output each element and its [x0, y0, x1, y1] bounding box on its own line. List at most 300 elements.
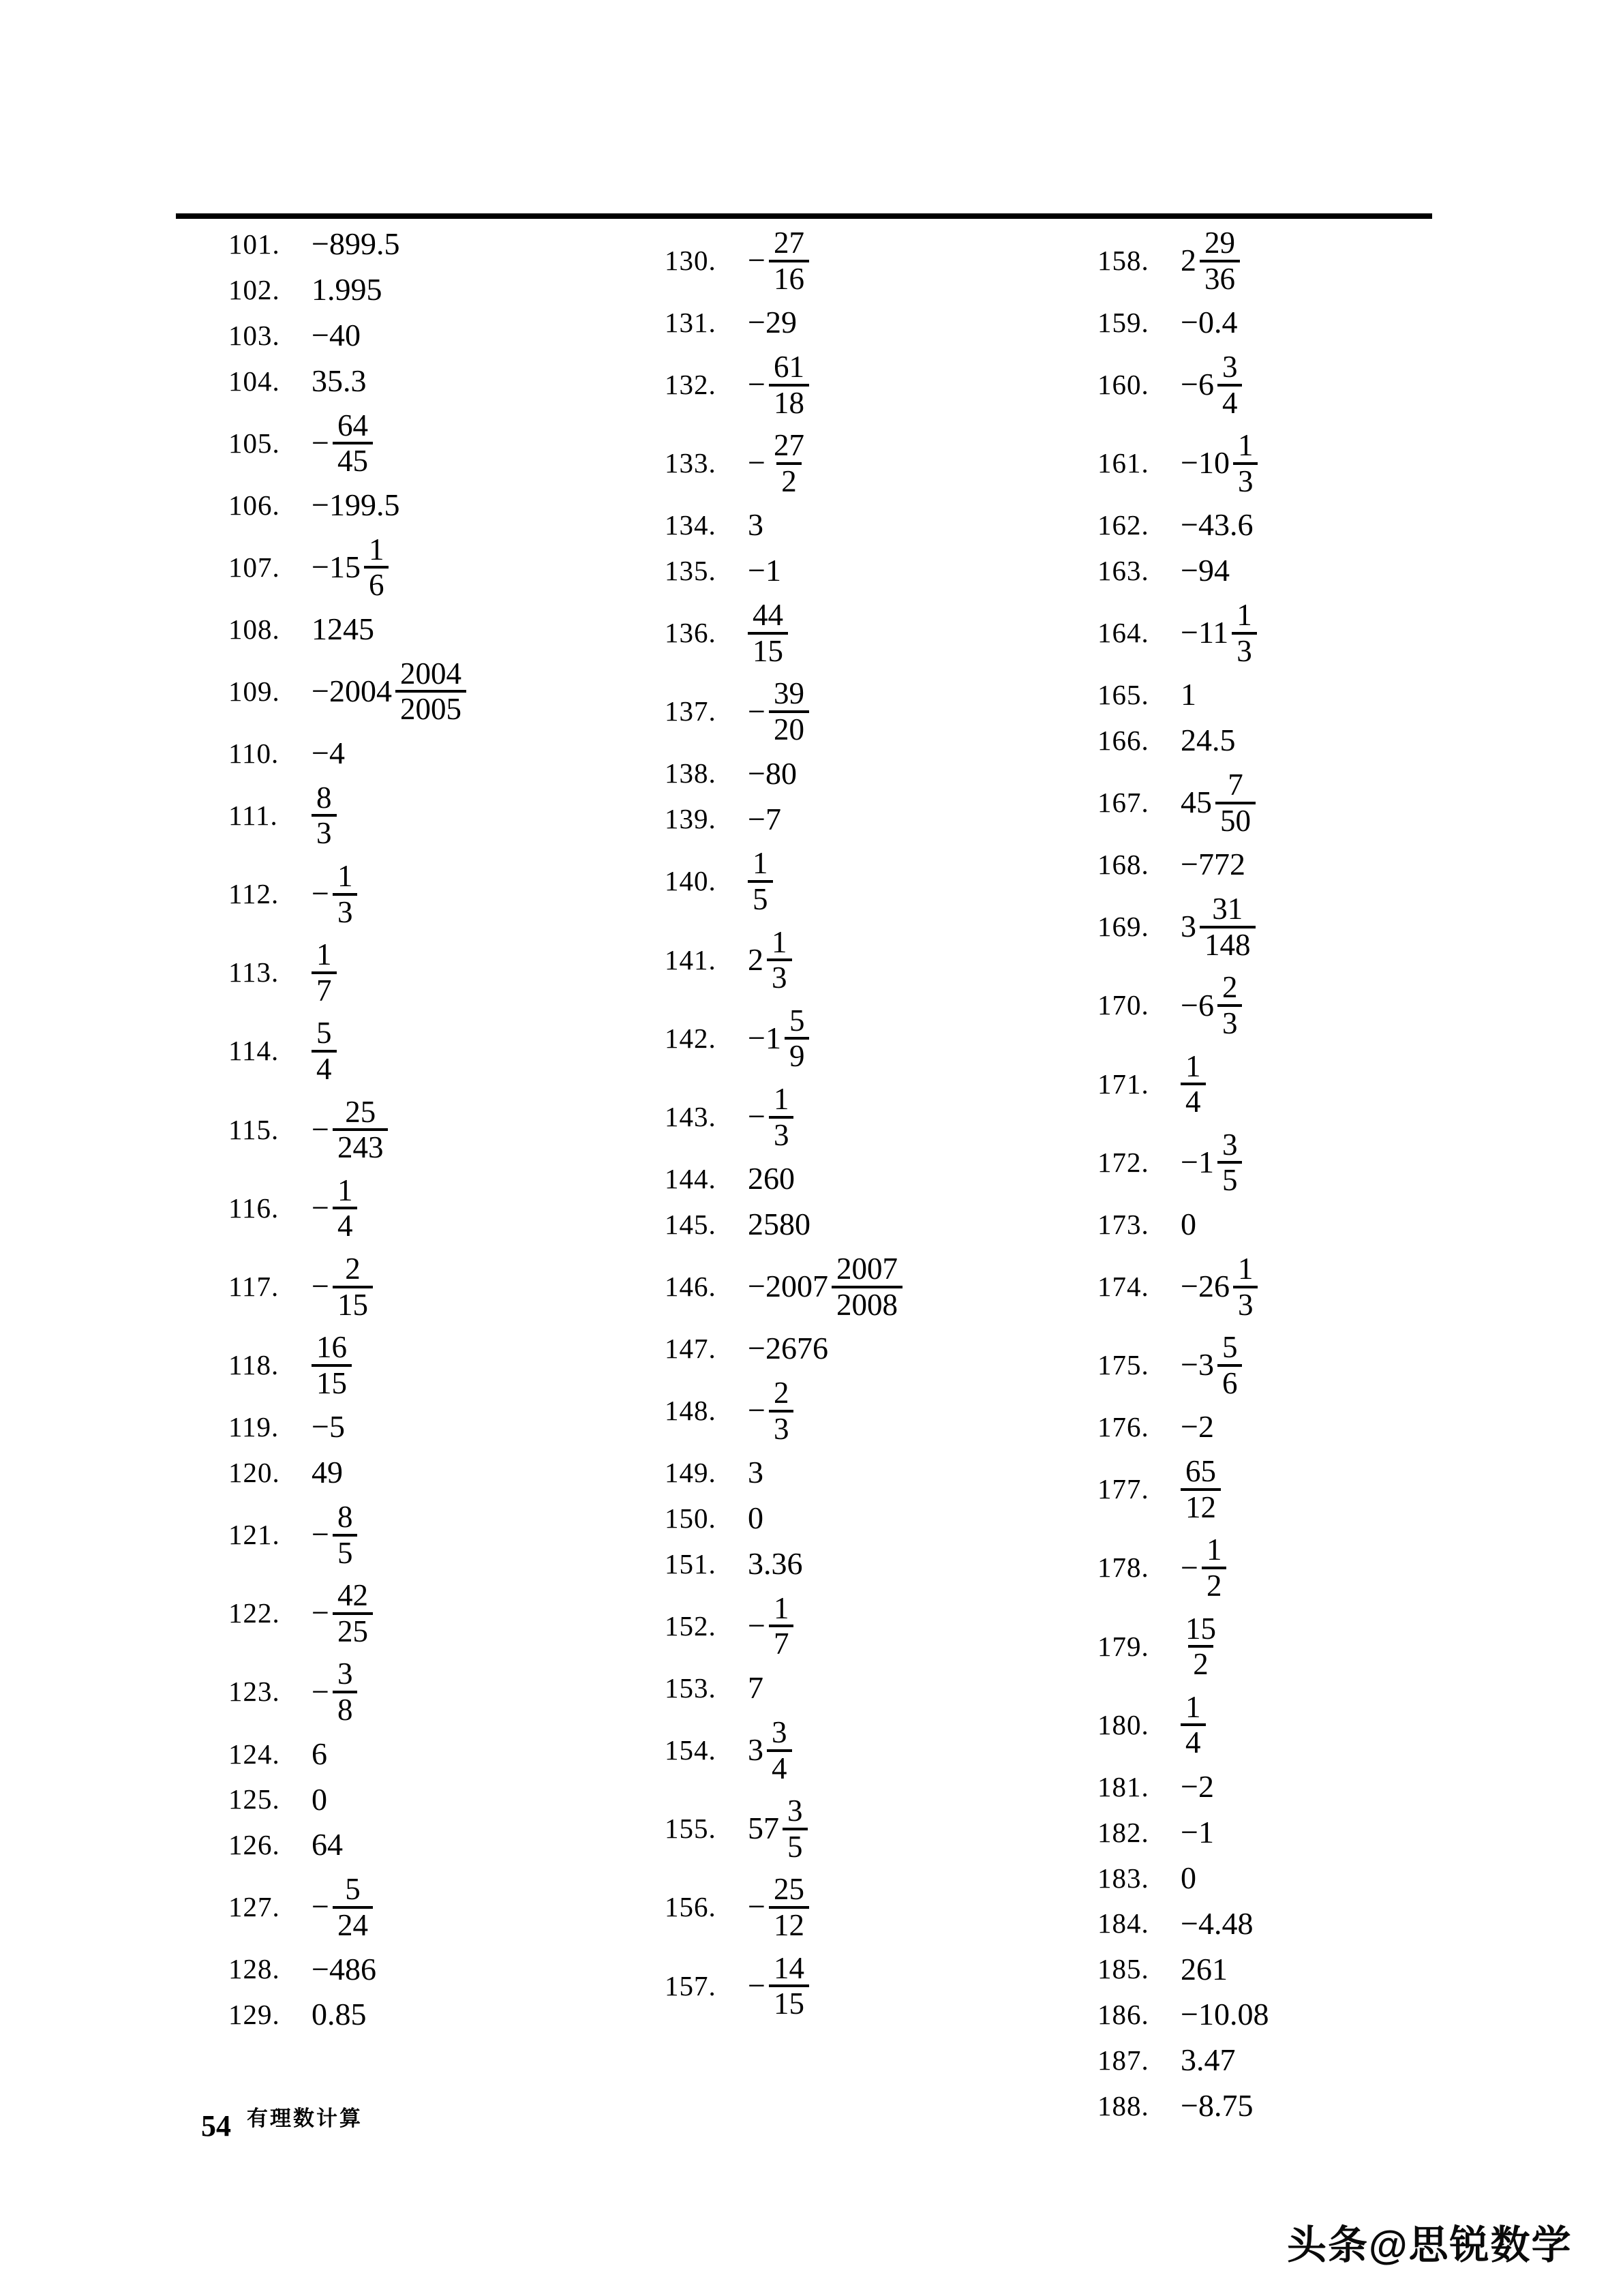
answer-value-text: 260: [748, 1161, 795, 1196]
answer-item: [665, 1161, 1087, 1197]
fraction-denominator: 5: [1217, 1161, 1243, 1197]
answer-value-text: −29: [748, 305, 797, 340]
answer-number: 146.: [665, 1270, 716, 1302]
answer-number: 144.: [665, 1163, 716, 1195]
answer-item: [1097, 1455, 1520, 1524]
answer-value-text: 3: [748, 1732, 763, 1768]
answer-value: [1181, 1331, 1242, 1400]
answer-value-text: −0.4: [1181, 305, 1238, 340]
answer-value: [748, 1252, 902, 1321]
answer-value-text: −: [1181, 1550, 1198, 1585]
answer-value: [748, 1952, 809, 2021]
answer-item: [228, 1252, 651, 1321]
answer-number: 173.: [1097, 1208, 1149, 1240]
answer-number: 152.: [665, 1610, 716, 1642]
fraction-denominator: 243: [333, 1128, 389, 1164]
answer-value: [312, 860, 357, 928]
footer-section-label: 有理数计算: [247, 2106, 363, 2130]
answer-number: 119.: [228, 1411, 279, 1443]
fraction: [333, 1174, 358, 1243]
answer-value: [312, 272, 386, 308]
answer-value: [1181, 226, 1240, 295]
fraction: [1232, 599, 1257, 667]
answer-value: [312, 1873, 373, 1942]
fraction-numerator: 1: [753, 846, 768, 881]
answer-value-text: −7: [748, 801, 781, 836]
answer-number: 177.: [1097, 1473, 1149, 1505]
answer-value: [1181, 677, 1200, 713]
fraction-numerator: 2007: [836, 1251, 898, 1286]
fraction-numerator: 1: [773, 1590, 789, 1625]
fraction: [748, 599, 788, 667]
answer-number: 143.: [665, 1100, 716, 1132]
answer-item: [1097, 677, 1520, 713]
fraction-numerator: 2004: [399, 656, 461, 691]
answer-value-text: 7: [748, 1670, 763, 1706]
answer-number: 129.: [228, 1999, 280, 2031]
answer-value-text: −8.75: [1181, 2088, 1254, 2124]
fraction-denominator: 25: [333, 1612, 373, 1648]
answer-value-text: 0: [1181, 1860, 1196, 1895]
answer-value-text: 261: [1181, 1951, 1228, 1987]
answer-item: [228, 1500, 651, 1569]
answer-item: [228, 1174, 651, 1243]
answer-value-text: 2: [748, 941, 763, 977]
answer-value-text: −772: [1181, 847, 1245, 882]
fraction-numerator: 15: [1185, 1611, 1216, 1646]
fraction-numerator: 1: [1237, 1251, 1254, 1286]
answer-item: [1097, 1691, 1520, 1759]
answer-number: 186.: [1097, 1999, 1149, 2031]
answer-number: 138.: [665, 757, 716, 789]
answer-value: [312, 1500, 357, 1569]
answer-item: [665, 553, 1087, 589]
answer-item: [1097, 1207, 1520, 1243]
answer-value: [1181, 1207, 1200, 1243]
fraction: [769, 350, 809, 419]
answer-number: 131.: [665, 307, 716, 339]
answer-value-text: −11: [1181, 615, 1229, 650]
answer-number: 109.: [228, 675, 280, 707]
answer-value: [1181, 599, 1257, 667]
answer-number: 104.: [228, 365, 280, 397]
fraction: [333, 409, 373, 478]
fraction: [769, 1592, 794, 1661]
answer-value: [1181, 1050, 1206, 1119]
answer-value: [748, 1207, 814, 1243]
answer-value: [312, 533, 389, 602]
fraction-numerator: 1: [1206, 1532, 1222, 1567]
fraction: [769, 226, 809, 295]
fraction: [333, 1096, 389, 1164]
answer-value: [312, 938, 337, 1007]
answer-item: [228, 533, 651, 602]
answer-value: [1181, 971, 1242, 1040]
answer-item: [665, 1252, 1087, 1321]
fraction: [1200, 226, 1240, 295]
answer-number: 115.: [228, 1113, 279, 1145]
answer-number: 117.: [228, 1270, 279, 1302]
answer-item: [228, 781, 651, 850]
answer-number: 118.: [228, 1349, 279, 1381]
answer-value-text: 1.995: [312, 271, 382, 307]
answer-number: 135.: [665, 555, 716, 587]
answer-value: [1181, 892, 1256, 961]
answer-value-text: −: [748, 693, 765, 729]
fraction: [333, 1657, 358, 1726]
answer-value: [748, 350, 809, 419]
answer-item: [228, 1736, 651, 1772]
answer-value: [748, 1083, 793, 1151]
answer-item: [1097, 1952, 1520, 1988]
fraction: [1181, 1691, 1206, 1759]
fraction-denominator: 5: [783, 1828, 808, 1864]
fraction-denominator: 3: [1217, 1004, 1243, 1040]
fraction-numerator: 42: [337, 1578, 368, 1613]
fraction-numerator: 1: [772, 924, 787, 959]
answer-number: 132.: [665, 369, 716, 401]
answer-number: 153.: [665, 1672, 716, 1704]
answer-value-text: 0: [1181, 1207, 1196, 1242]
answer-number: 160.: [1097, 369, 1149, 401]
answer-value-text: −10.08: [1181, 1997, 1269, 2032]
answer-value-text: −: [312, 425, 329, 460]
answer-value-text: −5: [312, 1409, 345, 1445]
answer-value-text: 6: [312, 1736, 327, 1771]
answer-number: 174.: [1097, 1270, 1149, 1302]
answer-value-text: −: [312, 1674, 329, 1709]
answer-item: [665, 1207, 1087, 1243]
fraction-numerator: 29: [1204, 226, 1235, 260]
fraction: [333, 1252, 373, 1321]
answer-item: [1097, 847, 1520, 883]
answer-value: [1181, 429, 1258, 498]
answer-value: [1181, 553, 1233, 589]
answer-value: [312, 1782, 331, 1818]
fraction: [312, 1331, 352, 1400]
answer-value-text: −899.5: [312, 226, 400, 261]
answer-number: 187.: [1097, 2044, 1149, 2076]
answer-item: [665, 599, 1087, 667]
answer-number: 120.: [228, 1457, 280, 1489]
fraction-numerator: 5: [1222, 1330, 1238, 1365]
answer-value-text: −4.48: [1181, 1905, 1254, 1941]
answer-number: 182.: [1097, 1816, 1149, 1848]
answer-item: [665, 1455, 1087, 1491]
fraction-denominator: 148: [1200, 926, 1256, 962]
answer-value: [312, 611, 378, 648]
answer-value: [312, 318, 364, 354]
answer-item: [228, 1657, 651, 1726]
answer-value: [748, 1455, 767, 1491]
answer-number: 114.: [228, 1035, 279, 1067]
fraction-numerator: 25: [345, 1094, 376, 1129]
answer-number: 124.: [228, 1738, 280, 1770]
fraction-denominator: 3: [767, 958, 792, 995]
fraction-numerator: 5: [316, 1016, 332, 1051]
answer-item: [228, 1827, 651, 1863]
answer-item: [228, 409, 651, 478]
answer-item: [665, 1004, 1087, 1073]
answer-value: [748, 226, 809, 295]
answer-item: [665, 1794, 1087, 1863]
fraction-denominator: 6: [364, 566, 389, 602]
answer-number: 105.: [228, 427, 280, 459]
fraction-numerator: 2: [1222, 970, 1238, 1005]
answer-item: [228, 1997, 651, 2033]
answer-value: [1181, 2088, 1256, 2124]
answer-value: [312, 1827, 346, 1863]
answer-value: [748, 847, 773, 916]
answer-item: [1097, 429, 1520, 498]
fraction-denominator: 16: [769, 260, 809, 296]
answer-item: [228, 657, 651, 726]
answer-item: [228, 318, 651, 354]
answer-number: 108.: [228, 613, 280, 645]
answer-value-text: 45: [1181, 785, 1212, 820]
fraction-denominator: 4: [1181, 1083, 1206, 1119]
fraction: [312, 781, 337, 850]
answer-item: [1097, 2042, 1520, 2079]
answer-item: [665, 1376, 1087, 1445]
fraction-numerator: 7: [1228, 768, 1243, 802]
fraction-denominator: 3: [312, 814, 337, 850]
fraction-numerator: 1: [1237, 428, 1254, 463]
answer-value-text: 3: [1181, 909, 1196, 944]
answer-item: [665, 1592, 1087, 1661]
fraction-denominator: 3: [1233, 1286, 1258, 1322]
fraction-numerator: 5: [345, 1872, 361, 1907]
answers-column-3: [1097, 226, 1520, 2134]
fraction-numerator: 3: [787, 1794, 803, 1828]
answer-value-text: −: [748, 1889, 765, 1924]
fraction-numerator: 14: [773, 1950, 804, 1985]
answer-value: [312, 1657, 357, 1726]
answer-number: 134.: [665, 509, 716, 541]
fraction-numerator: 2: [345, 1251, 361, 1286]
answer-value-text: −: [312, 876, 329, 911]
fraction-denominator: 15: [333, 1286, 373, 1322]
fraction-denominator: 2: [776, 462, 802, 498]
answer-value-text: −6: [1181, 367, 1214, 402]
answer-value-text: 0: [312, 1781, 327, 1817]
fraction: [1233, 1252, 1258, 1321]
answer-item: [228, 1016, 651, 1085]
answer-value: [312, 1096, 388, 1164]
fraction: [364, 533, 389, 602]
answer-value-text: −486: [312, 1951, 376, 1987]
answers-column-1: [228, 226, 651, 2042]
answer-value: [748, 1670, 767, 1706]
fraction: [785, 1004, 810, 1073]
fraction-denominator: 2005: [395, 690, 466, 726]
fraction-numerator: 1: [773, 1081, 789, 1116]
fraction-numerator: 44: [753, 598, 783, 633]
answer-value: [1181, 1128, 1242, 1197]
answer-value-text: −10: [1181, 445, 1230, 481]
answer-number: 176.: [1097, 1411, 1149, 1443]
answer-number: 170.: [1097, 989, 1149, 1021]
answer-value: [312, 781, 337, 850]
answer-item: [665, 226, 1087, 295]
answer-value: [312, 1736, 331, 1772]
answer-number: 184.: [1097, 1907, 1149, 1939]
answer-value-text: −: [748, 367, 765, 402]
fraction-numerator: 65: [1185, 1454, 1216, 1489]
answer-item: [228, 487, 651, 524]
fraction: [333, 860, 358, 928]
answer-value: [1181, 1612, 1221, 1681]
answer-value-text: −: [748, 445, 765, 481]
fraction-numerator: 3: [772, 1715, 787, 1749]
answer-item: [665, 1716, 1087, 1785]
answer-value-text: −2004: [312, 673, 392, 708]
answer-number: 101.: [228, 228, 280, 260]
answer-value-text: −: [748, 1099, 765, 1134]
answer-item: [1097, 1409, 1520, 1445]
answer-number: 116.: [228, 1192, 279, 1224]
answer-item: [228, 1409, 651, 1445]
answer-item: [228, 1455, 651, 1491]
answer-number: 161.: [1097, 447, 1149, 479]
answer-value-text: −94: [1181, 553, 1230, 588]
fraction-denominator: 9: [785, 1037, 810, 1073]
answer-value-text: −: [312, 1517, 329, 1552]
answer-number: 180.: [1097, 1708, 1149, 1740]
answer-value: [312, 1016, 337, 1085]
answer-value-text: −: [748, 1967, 765, 2003]
fraction: [769, 1376, 794, 1445]
answer-value: [1181, 723, 1239, 759]
answer-item: [665, 1083, 1087, 1151]
answers-column-2: [665, 226, 1087, 2030]
answer-item: [228, 1782, 651, 1818]
answer-value: [312, 736, 348, 772]
fraction: [767, 926, 792, 995]
fraction: [1215, 768, 1256, 837]
answer-value: [748, 926, 792, 995]
fraction-denominator: 7: [312, 971, 337, 1008]
answer-value: [312, 363, 370, 399]
answer-value: [748, 802, 785, 838]
answer-value: [748, 1716, 792, 1785]
fraction-numerator: 31: [1212, 892, 1243, 926]
answer-value: [748, 553, 785, 589]
answer-number: 125.: [228, 1783, 280, 1815]
answer-value: [748, 1500, 767, 1537]
answer-value-text: −80: [748, 755, 797, 791]
answer-value: [748, 1592, 793, 1661]
fraction-numerator: 1: [1237, 598, 1252, 633]
answer-number: 110.: [228, 737, 279, 769]
answer-value-text: 3.47: [1181, 2042, 1236, 2078]
fraction: [333, 1579, 373, 1648]
answer-value: [1181, 1769, 1217, 1805]
answer-value-text: −40: [312, 317, 361, 352]
answer-value-text: 0.85: [312, 1997, 367, 2032]
answer-number: 136.: [665, 617, 716, 649]
fraction-numerator: 2: [773, 1376, 789, 1410]
fraction-denominator: 15: [769, 1984, 809, 2021]
answer-value-text: −: [312, 1190, 329, 1225]
answer-value: [312, 409, 373, 478]
answer-value: [312, 1331, 352, 1400]
fraction: [769, 677, 809, 746]
fraction-denominator: 3: [333, 893, 358, 929]
answer-item: [1097, 1533, 1520, 1602]
answer-value: [748, 1376, 793, 1445]
fraction: [748, 847, 773, 916]
answer-value-text: −: [312, 1889, 329, 1924]
fraction-numerator: 16: [316, 1330, 347, 1365]
fraction: [1200, 892, 1256, 961]
answer-item: [228, 272, 651, 308]
answer-item: [228, 1331, 651, 1400]
answer-value-text: −: [748, 1393, 765, 1428]
answer-value: [1181, 1533, 1226, 1602]
fraction-numerator: 39: [773, 676, 804, 711]
answer-value: [1181, 1997, 1272, 2033]
answer-number: 122.: [228, 1597, 280, 1629]
answer-number: 172.: [1097, 1146, 1149, 1178]
answer-value: [1181, 1409, 1217, 1445]
answer-value-text: 24.5: [1181, 723, 1236, 758]
answer-number: 121.: [228, 1519, 280, 1551]
fraction: [1233, 429, 1258, 498]
fraction-denominator: 4: [312, 1050, 337, 1086]
answer-item: [1097, 2088, 1520, 2124]
answer-value: [1181, 305, 1241, 341]
fraction-denominator: 5: [748, 880, 773, 916]
answer-value: [748, 599, 788, 667]
answer-item: [1097, 892, 1520, 961]
top-horizontal-rule: [176, 213, 1432, 219]
answer-number: 140.: [665, 865, 716, 897]
fraction-denominator: 18: [769, 384, 809, 420]
fraction-denominator: 3: [1232, 632, 1257, 668]
answer-number: 169.: [1097, 911, 1149, 943]
answer-item: [665, 350, 1087, 419]
answer-value-text: 1: [1181, 677, 1196, 712]
answer-item: [1097, 599, 1520, 667]
answer-number: 162.: [1097, 509, 1149, 541]
answer-number: 145.: [665, 1208, 716, 1240]
answer-number: 183.: [1097, 1862, 1149, 1894]
fraction-denominator: 15: [748, 632, 788, 668]
fraction-numerator: 8: [316, 780, 332, 815]
answer-value: [312, 1952, 380, 1988]
answer-value-text: −199.5: [312, 487, 400, 522]
answer-value-text: 0: [748, 1500, 763, 1536]
answer-value-text: −26: [1181, 1269, 1230, 1304]
fraction: [312, 938, 337, 1007]
answer-value: [1181, 1455, 1221, 1524]
answer-number: 127.: [228, 1891, 280, 1923]
answer-value-text: −: [748, 1608, 765, 1643]
answer-item: [665, 429, 1087, 498]
fraction-denominator: 4: [1181, 1723, 1206, 1759]
answer-value-text: −1: [1181, 1814, 1214, 1849]
answer-value: [1181, 507, 1256, 543]
fraction-numerator: 1: [316, 937, 332, 972]
answer-item: [665, 1331, 1087, 1367]
answer-number: 167.: [1097, 787, 1149, 819]
answer-number: 150.: [665, 1502, 716, 1534]
fraction: [769, 429, 809, 498]
answer-item: [665, 507, 1087, 543]
fraction-denominator: 8: [333, 1691, 358, 1727]
answer-item: [228, 938, 651, 1007]
